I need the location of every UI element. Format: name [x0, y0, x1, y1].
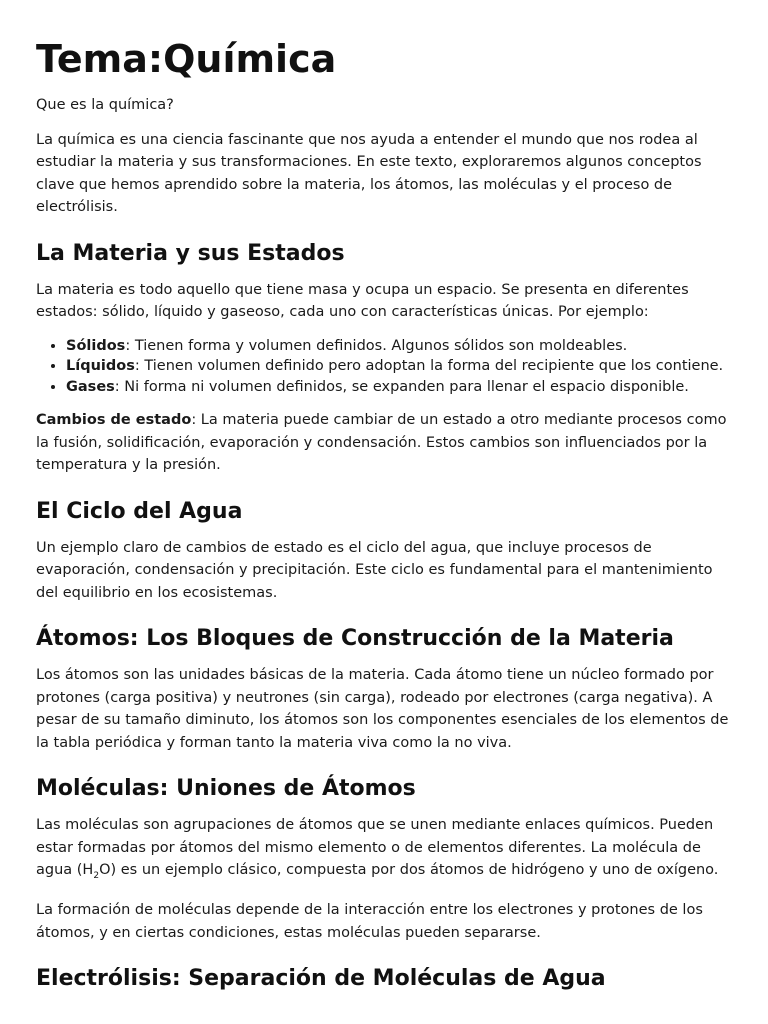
atomos-paragraph: Los átomos son las unidades básicas de la materia. Cada átomo tiene un núcleo formado por protones (carga positiva) y neutrones (sin carga), rodeado por electrones (carga negativa). A pesar de su tamaño diminuto, los átomos son los componentes esenciales de los elementos de la tabla periódica y forman tanto la materia viva como la no viva.: [36, 667, 729, 751]
materia-paragraph: La materia es todo aquello que tiene masa y ocupa un espacio. Se presenta en diferentes estados: sólido, líquido y gaseoso, cada uno con características únicas. Por ejemplo:: [36, 281, 689, 320]
moleculas-paragraph-1: [36, 814, 732, 887]
cambios-term: Cambios de estado: [36, 412, 192, 428]
subscript-2: 2: [93, 870, 100, 881]
heading-atomos: Átomos: Los Bloques de Construcción de la Materia: [36, 626, 674, 651]
state-term: Gases: [66, 378, 115, 395]
page-title: Tema:Química: [36, 37, 337, 81]
state-desc: : Tienen volumen definido pero adoptan la forma del recipiente que los contiene.: [134, 358, 724, 374]
heading-electrolisis: Electrólisis: Separación de Moléculas de Agua: [36, 966, 606, 992]
list-item: [66, 336, 732, 357]
moleculas-paragraph-2: La formación de moléculas depende de la interacción entre los electrones y protones de los átomos, y en ciertas condiciones, estas moléculas pueden separarse.: [36, 902, 703, 941]
list-item: [66, 377, 732, 398]
list-item: [66, 356, 732, 377]
heading-ciclo: El Ciclo del Agua: [36, 498, 243, 524]
heading-materia: La Materia y sus Estados: [36, 240, 345, 266]
moleculas-text-b: O) es un ejemplo clásico, compuesta por dos átomos de hidrógeno y uno de oxígeno.: [99, 862, 719, 878]
heading-moleculas: Moléculas: Uniones de Átomos: [36, 776, 416, 801]
cambios-text: : La materia puede cambiar de un estado a otro mediante procesos como la fusión, solidificación, evaporación y condensación. Estos cambios son influenciados por la temperatura y la presión.: [36, 412, 727, 473]
states-list: [36, 336, 732, 398]
state-term: Sólidos: [66, 337, 126, 354]
ciclo-paragraph: Un ejemplo claro de cambios de estado es el ciclo del agua, que incluye procesos de evaporación, condensación y precipitación. Este ciclo es fundamental para el mantenimiento del equilibrio en los ecosistemas.: [36, 539, 713, 601]
state-term: Líquidos: [66, 358, 135, 374]
state-desc: : Ni forma ni volumen definidos, se expanden para llenar el espacio disponible.: [114, 378, 689, 395]
intro-paragraph: La química es una ciencia fascinante que nos ayuda a entender el mundo que nos rodea al estudiar la materia y sus transformaciones. En este texto, exploraremos algunos conceptos clave que hemos aprendido sobre la materia, los átomos, las moléculas y el proceso de electrólisis.: [36, 131, 702, 215]
intro-question: Que es la química?: [36, 97, 174, 113]
state-desc: : Tienen forma y volumen definidos. Algunos sólidos son moldeables.: [125, 337, 628, 354]
cambios-paragraph: [36, 409, 732, 477]
moleculas-text-a: Las moléculas son agrupaciones de átomos que se unen mediante enlaces químicos. Pueden estar formadas por átomos del mismo elemento o de elementos diferentes. La molécula de agua (H: [36, 817, 714, 878]
